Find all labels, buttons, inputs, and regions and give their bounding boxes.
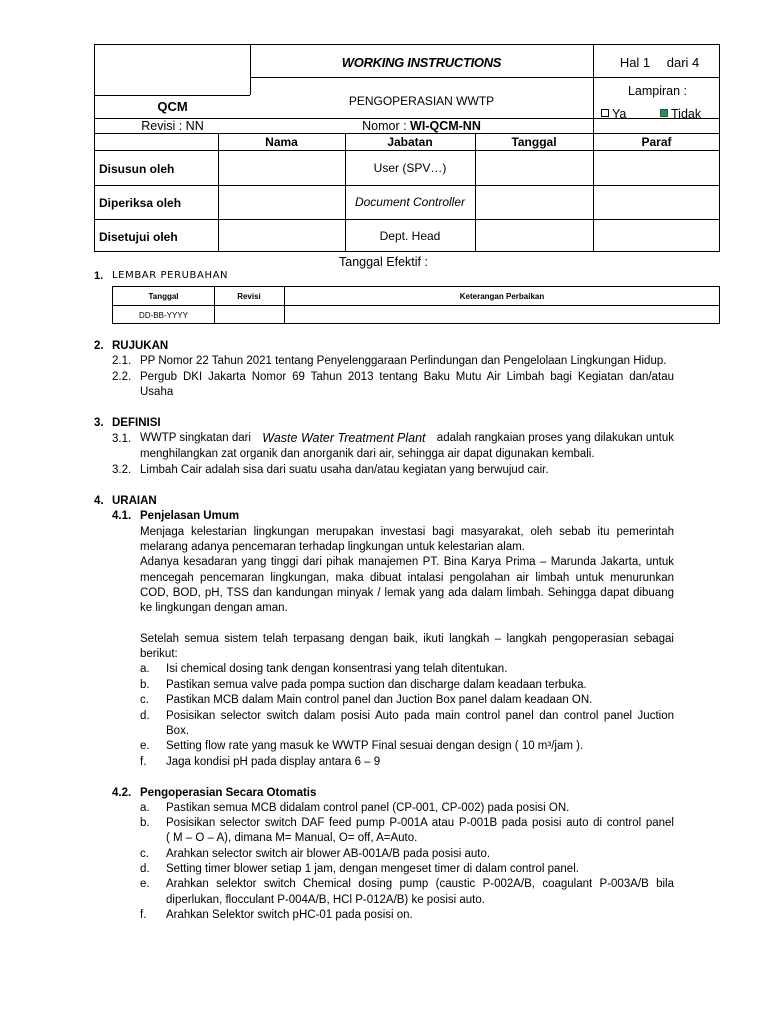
list-item-number: 3.2. xyxy=(112,464,132,476)
change-log-date-header: Tanggal xyxy=(148,291,179,301)
change-log-notes-header: Keterangan Perbaikan xyxy=(459,291,545,301)
list-item-text: ( M – O – A), dimana M= Manual, O= off, A=Auto. xyxy=(166,832,418,844)
list-item-text: Pergub DKI Jakarta Nomor 69 Tahun 2013 tentang Baku Mutu Air Limbah bagi Kegiatan dan/atau xyxy=(140,371,674,383)
list-item-key: f. xyxy=(140,756,147,768)
section-number: 3. xyxy=(94,417,104,429)
definition-term: Waste Water Treatment Plant xyxy=(262,431,426,445)
section-title: URAIAN xyxy=(112,495,157,507)
section-number: 4. xyxy=(94,495,104,507)
list-item-text: Pastikan semua valve pada pompa suction dan discharge dalam keadaan terbuka. xyxy=(166,679,587,691)
list-item-text: Isi chemical dosing tank dengan konsentrasi yang telah ditentukan. xyxy=(166,663,508,675)
attachment-yes-option[interactable] xyxy=(601,107,626,121)
attachment-yes-label: Ya xyxy=(612,107,627,121)
paragraph-line: Menjaga kelestarian lingkungan merupakan investasi bagi masyarakat, oleh sebab itu pemerintah xyxy=(140,526,674,538)
paragraph-line: COD, BOD, pH, TSS dan kandungan minyak / lemak yang ada dalam limbah. Sehingga dapat dibuang xyxy=(140,587,674,599)
divider xyxy=(250,77,720,78)
prepared-by-position: User (SPV…) xyxy=(373,160,447,175)
list-item-key: e. xyxy=(140,740,150,752)
list-item-text: PP Nomor 22 Tahun 2021 tentang Penyelenggaraan Perlindungan dan Pengelolaan Lingkungan Hidup. xyxy=(140,355,667,367)
attachment-label: Lampiran : xyxy=(627,84,688,98)
checkbox-empty-icon xyxy=(601,109,609,117)
section-number: 2. xyxy=(94,340,104,352)
list-item-number: 2.1. xyxy=(112,355,132,367)
list-item-text: menghilangkan zat organik dan anorganik dari air, sehingga air dapat digunakan kembali. xyxy=(140,448,595,460)
list-item-key: b. xyxy=(140,679,150,691)
effective-date-label: Tanggal Efektif : xyxy=(339,255,428,269)
paragraph-line: Setelah semua sistem telah terpasang dengan baik, ikuti langkah – langkah pengoperasian sebagai xyxy=(140,633,674,645)
definition-text: adalah rangkaian proses yang dilakukan untuk xyxy=(436,432,674,444)
list-item-key: f. xyxy=(140,909,147,921)
definition-wwtp xyxy=(140,431,674,446)
paragraph-line: ke lingkungan dengan aman. xyxy=(140,602,288,614)
col-date-header: Tanggal xyxy=(511,134,557,149)
paragraph-line: Adanya kesadaran yang tinggi dari pihak manajemen PT. Bina Karya Prima – Marunda Jakarta, untuk xyxy=(140,556,674,568)
approved-by-position: Dept. Head xyxy=(379,228,441,243)
subsection-number: 4.1. xyxy=(112,510,132,522)
subsection-title: Penjelasan Umum xyxy=(140,510,240,522)
list-item-text: Pastikan MCB dalam Main control panel dan Juction Box panel dalam keadaan ON. xyxy=(166,694,593,706)
subsection-title: Pengoperasian Secara Otomatis xyxy=(140,787,317,799)
section-title: DEFINISI xyxy=(112,417,161,429)
document-type-title: WORKING INSTRUCTIONS xyxy=(341,54,502,70)
list-item-text: Posisikan selector switch DAF feed pump P-001A atau P-001B pada posisi auto di control panel xyxy=(166,817,674,829)
document-number xyxy=(250,118,593,133)
prepared-by-label: Disusun oleh xyxy=(99,162,175,176)
list-item-key: c. xyxy=(140,848,149,860)
definition-text: WWTP singkatan dari xyxy=(140,432,251,444)
revision-number: Revisi : NN xyxy=(141,118,204,133)
list-item-text: Limbah Cair adalah sisa dari suatu usaha dan/atau kegiatan yang berwujud cair. xyxy=(140,464,549,476)
page-number: Hal 1 xyxy=(619,54,651,70)
approved-by-label: Disetujui oleh xyxy=(99,230,178,244)
checked-by-position: Document Controller xyxy=(354,195,466,209)
list-item-text: Jaga kondisi pH pada display antara 6 – 9 xyxy=(166,756,381,768)
list-item-key: a. xyxy=(140,663,150,675)
document-header-table xyxy=(94,44,720,252)
attachment-no-option[interactable] xyxy=(660,107,701,121)
checked-by-label: Diperiksa oleh xyxy=(99,196,182,210)
list-item-key: e. xyxy=(140,878,150,890)
checkbox-filled-icon xyxy=(660,109,668,117)
document-number-label: Nomor : xyxy=(362,118,407,133)
list-item-key: d. xyxy=(140,863,150,875)
list-item-key: c. xyxy=(140,694,149,706)
page-total: dari 4 xyxy=(666,54,700,70)
list-item-text: Arahkan selector switch air blower AB-001A/B pada posisi auto. xyxy=(166,848,491,860)
list-item-text: Box. xyxy=(166,725,190,737)
list-item-key: b. xyxy=(140,817,150,829)
paragraph-line: mencegah pencemaran lingkungan, maka dibuat intalasi pengolahan air limbah untuk menurunkan xyxy=(140,572,674,584)
paragraph-line: melarang adanya pencemaran terhadap lingkungan untuk kelestarian alam. xyxy=(140,541,525,553)
list-item-text: Setting flow rate yang masuk ke WWTP Final sesuai dengan design ( 10 m³/jam ). xyxy=(166,740,584,752)
document-subtitle: PENGOPERASIAN WWTP xyxy=(348,93,495,108)
change-log-revision-header: Revisi xyxy=(237,291,261,301)
list-item-text: Posisikan selector switch dalam posisi Auto pada main control panel dan control panel Juction xyxy=(166,710,674,722)
col-signature-header: Paraf xyxy=(641,134,672,149)
list-item-key: a. xyxy=(140,802,150,814)
section-title: LEMBAR PERUBAHAN xyxy=(112,270,229,281)
col-position-header: Jabatan xyxy=(387,134,433,149)
section-title: RUJUKAN xyxy=(112,340,169,352)
list-item-number: 2.2. xyxy=(112,371,132,383)
list-item-number: 3.1. xyxy=(112,433,132,445)
list-item-text: Usaha xyxy=(140,386,174,398)
list-item-text: Arahkan selektor switch Chemical dosing pump (caustic P-002A/B, coagulant P-003A/B bila xyxy=(166,878,674,890)
list-item-text: Arahkan Selektor switch pHC-01 pada posisi on. xyxy=(166,909,413,921)
list-item-text: Setting timer blower setiap 1 jam, dengan mengeset timer di dalam control panel. xyxy=(166,863,579,875)
list-item-text: Pastikan semua MCB didalam control panel (CP-001, CP-002) pada posisi ON. xyxy=(166,802,570,814)
change-log-date-cell: DD-BB-YYYY xyxy=(139,310,188,320)
list-item-key: d. xyxy=(140,710,150,722)
col-name-header: Nama xyxy=(265,134,298,149)
list-item-text: diperlukan, flocculant P-004A/B, HCl P-012A/B) ke posisi auto. xyxy=(166,894,485,906)
change-log-table xyxy=(112,286,720,324)
section-number: 1. xyxy=(94,270,104,282)
subsection-number: 4.2. xyxy=(112,787,132,799)
divider xyxy=(593,45,594,133)
company-code: QCM xyxy=(157,99,188,114)
paragraph-line: berikut: xyxy=(140,648,178,660)
document-number-value: WI-QCM-NN xyxy=(410,118,481,133)
attachment-no-label: Tidak xyxy=(671,107,702,121)
